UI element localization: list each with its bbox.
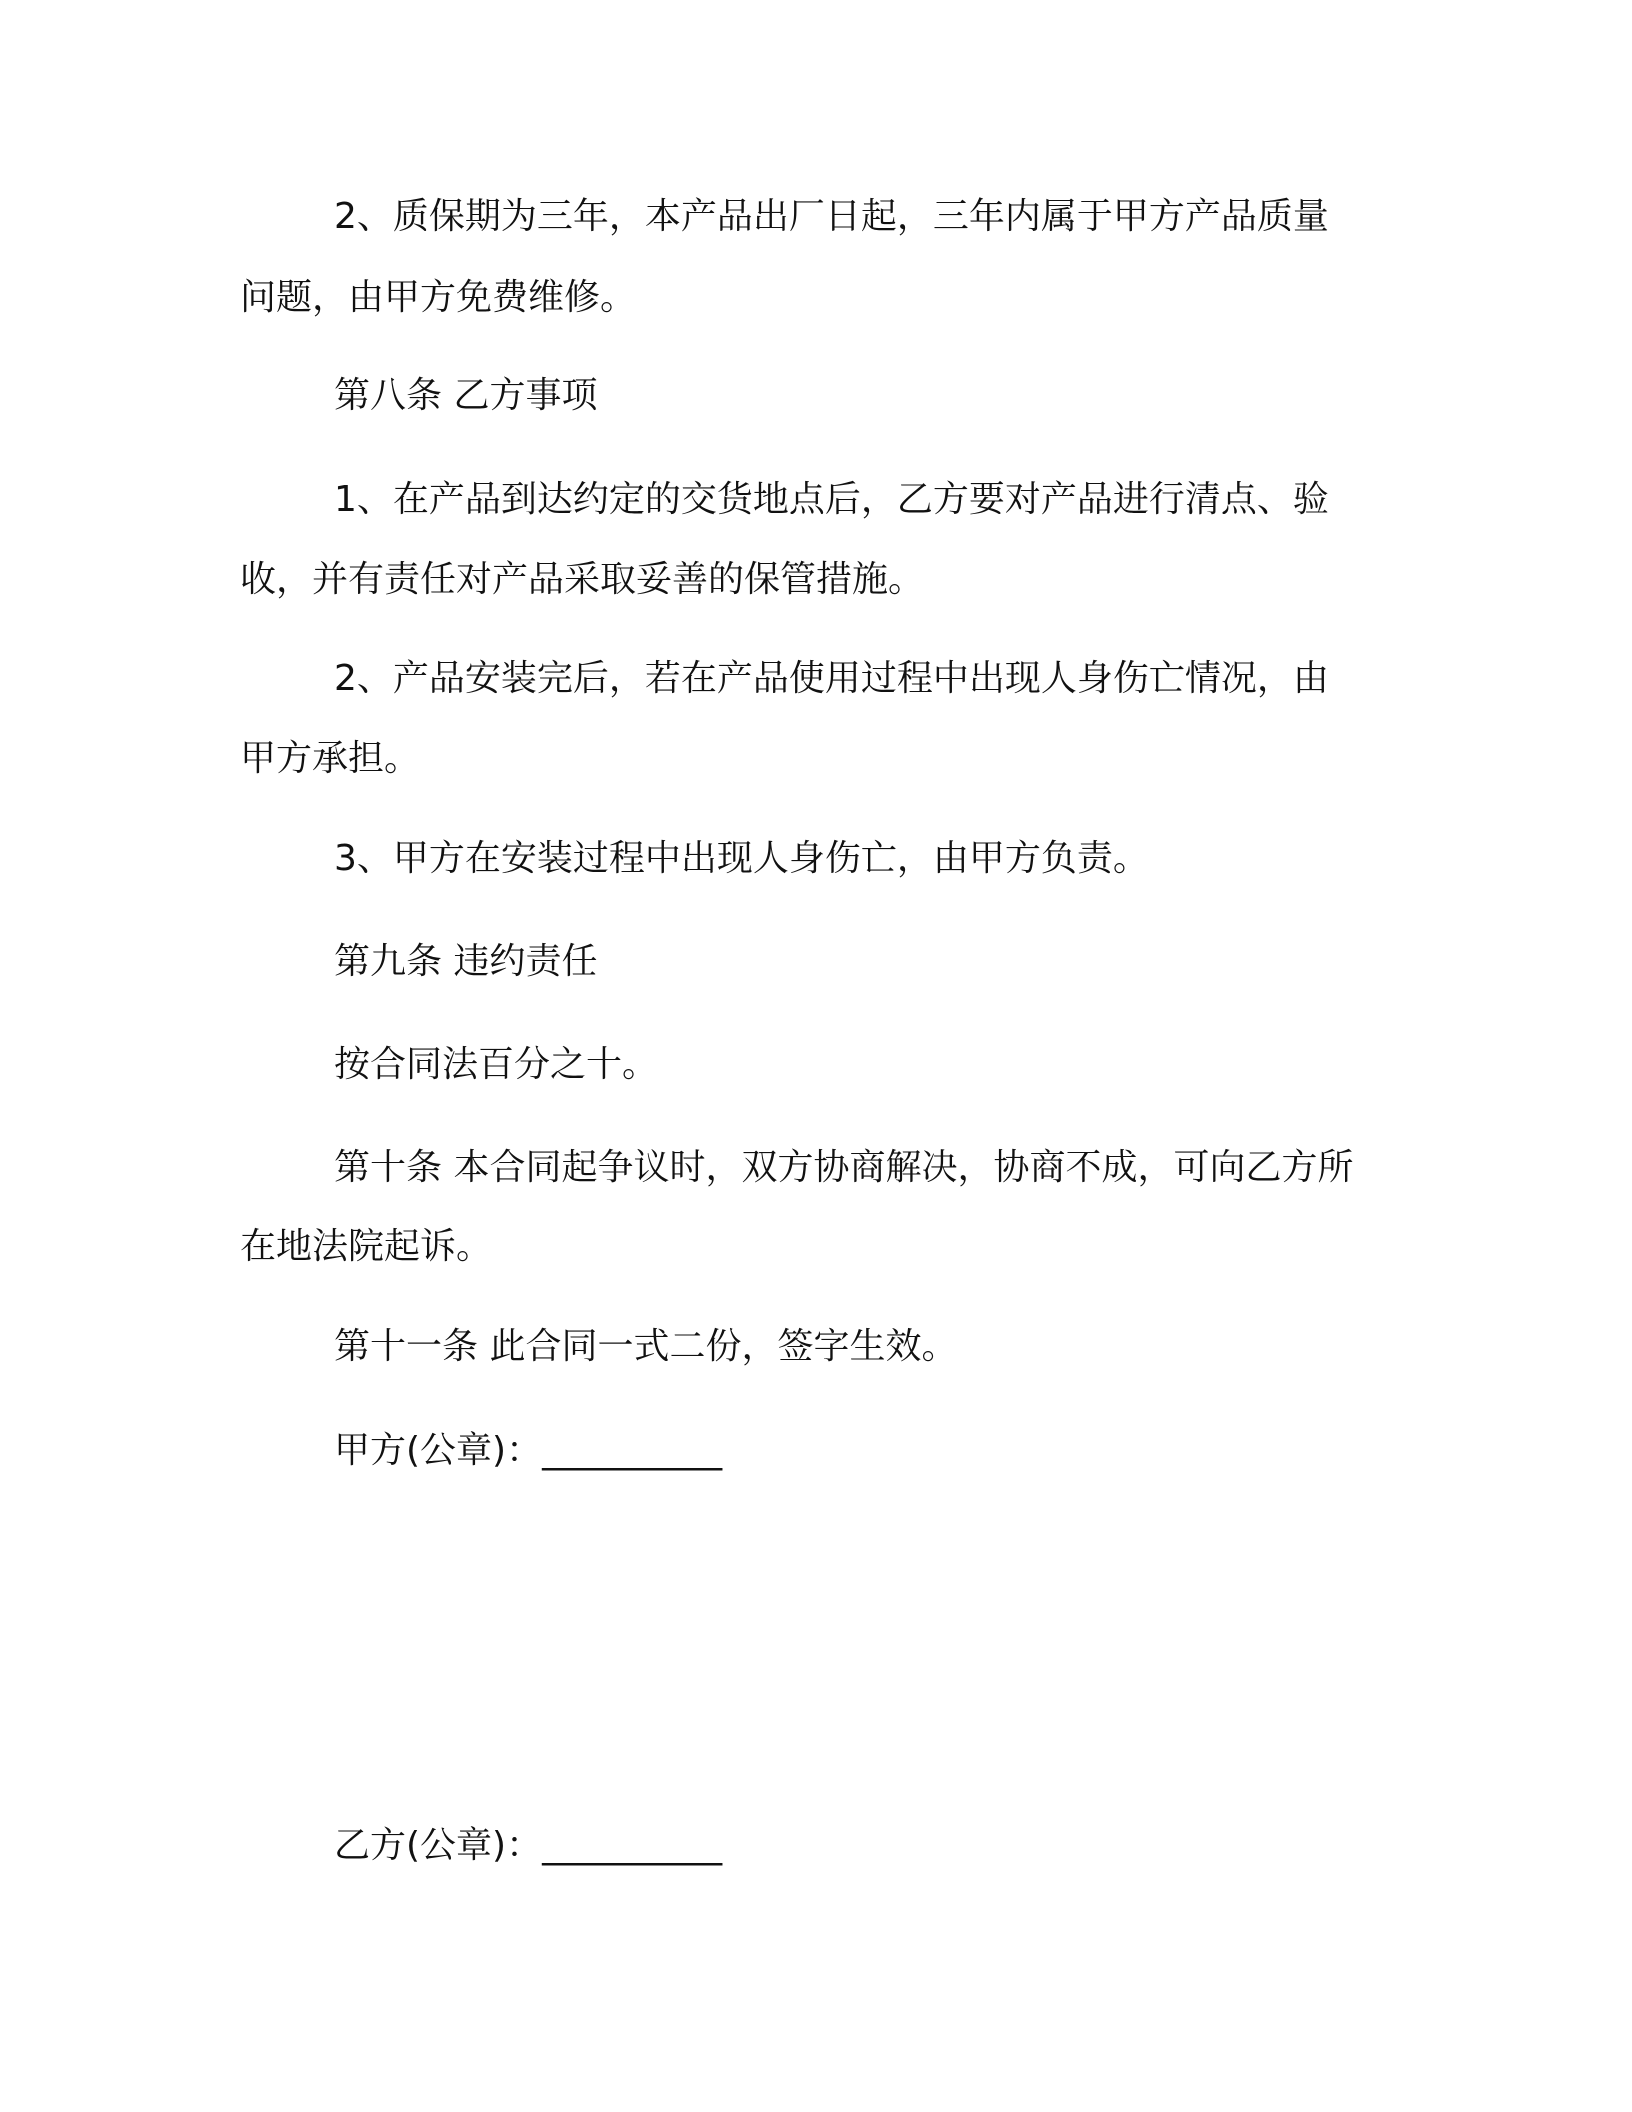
clause-8-1-line-1: 1、在产品到达约定的交货地点后，乙方要对产品进行清点、验 <box>334 479 1329 520</box>
party-b-signature-line: 乙方(公章)：__________ <box>334 1825 723 1866</box>
article-9-body: 按合同法百分之十。 <box>334 1044 659 1085</box>
clause-8-3: 3、甲方在安装过程中出现人身伤亡，由甲方负责。 <box>334 838 1149 879</box>
article-10-line-2: 在地法院起诉。 <box>240 1226 493 1267</box>
clause-7-2-line-1: 2、质保期为三年，本产品出厂日起，三年内属于甲方产品质量 <box>334 196 1329 237</box>
article-8-heading: 第八条 乙方事项 <box>334 375 598 416</box>
clause-7-2-line-2: 问题，由甲方免费维修。 <box>240 277 637 318</box>
article-9-heading: 第九条 违约责任 <box>334 941 598 982</box>
party-a-signature-line: 甲方(公章)：__________ <box>334 1430 723 1471</box>
clause-8-1-line-2: 收，并有责任对产品采取妥善的保管措施。 <box>240 559 925 600</box>
clause-8-2-line-2: 甲方承担。 <box>240 738 421 779</box>
clause-8-2-line-1: 2、产品安装完后，若在产品使用过程中出现人身伤亡情况，由 <box>334 658 1329 699</box>
article-11: 第十一条 此合同一式二份，签字生效。 <box>334 1326 958 1367</box>
article-10-line-1: 第十条 本合同起争议时，双方协商解决，协商不成，可向乙方所 <box>334 1147 1354 1188</box>
